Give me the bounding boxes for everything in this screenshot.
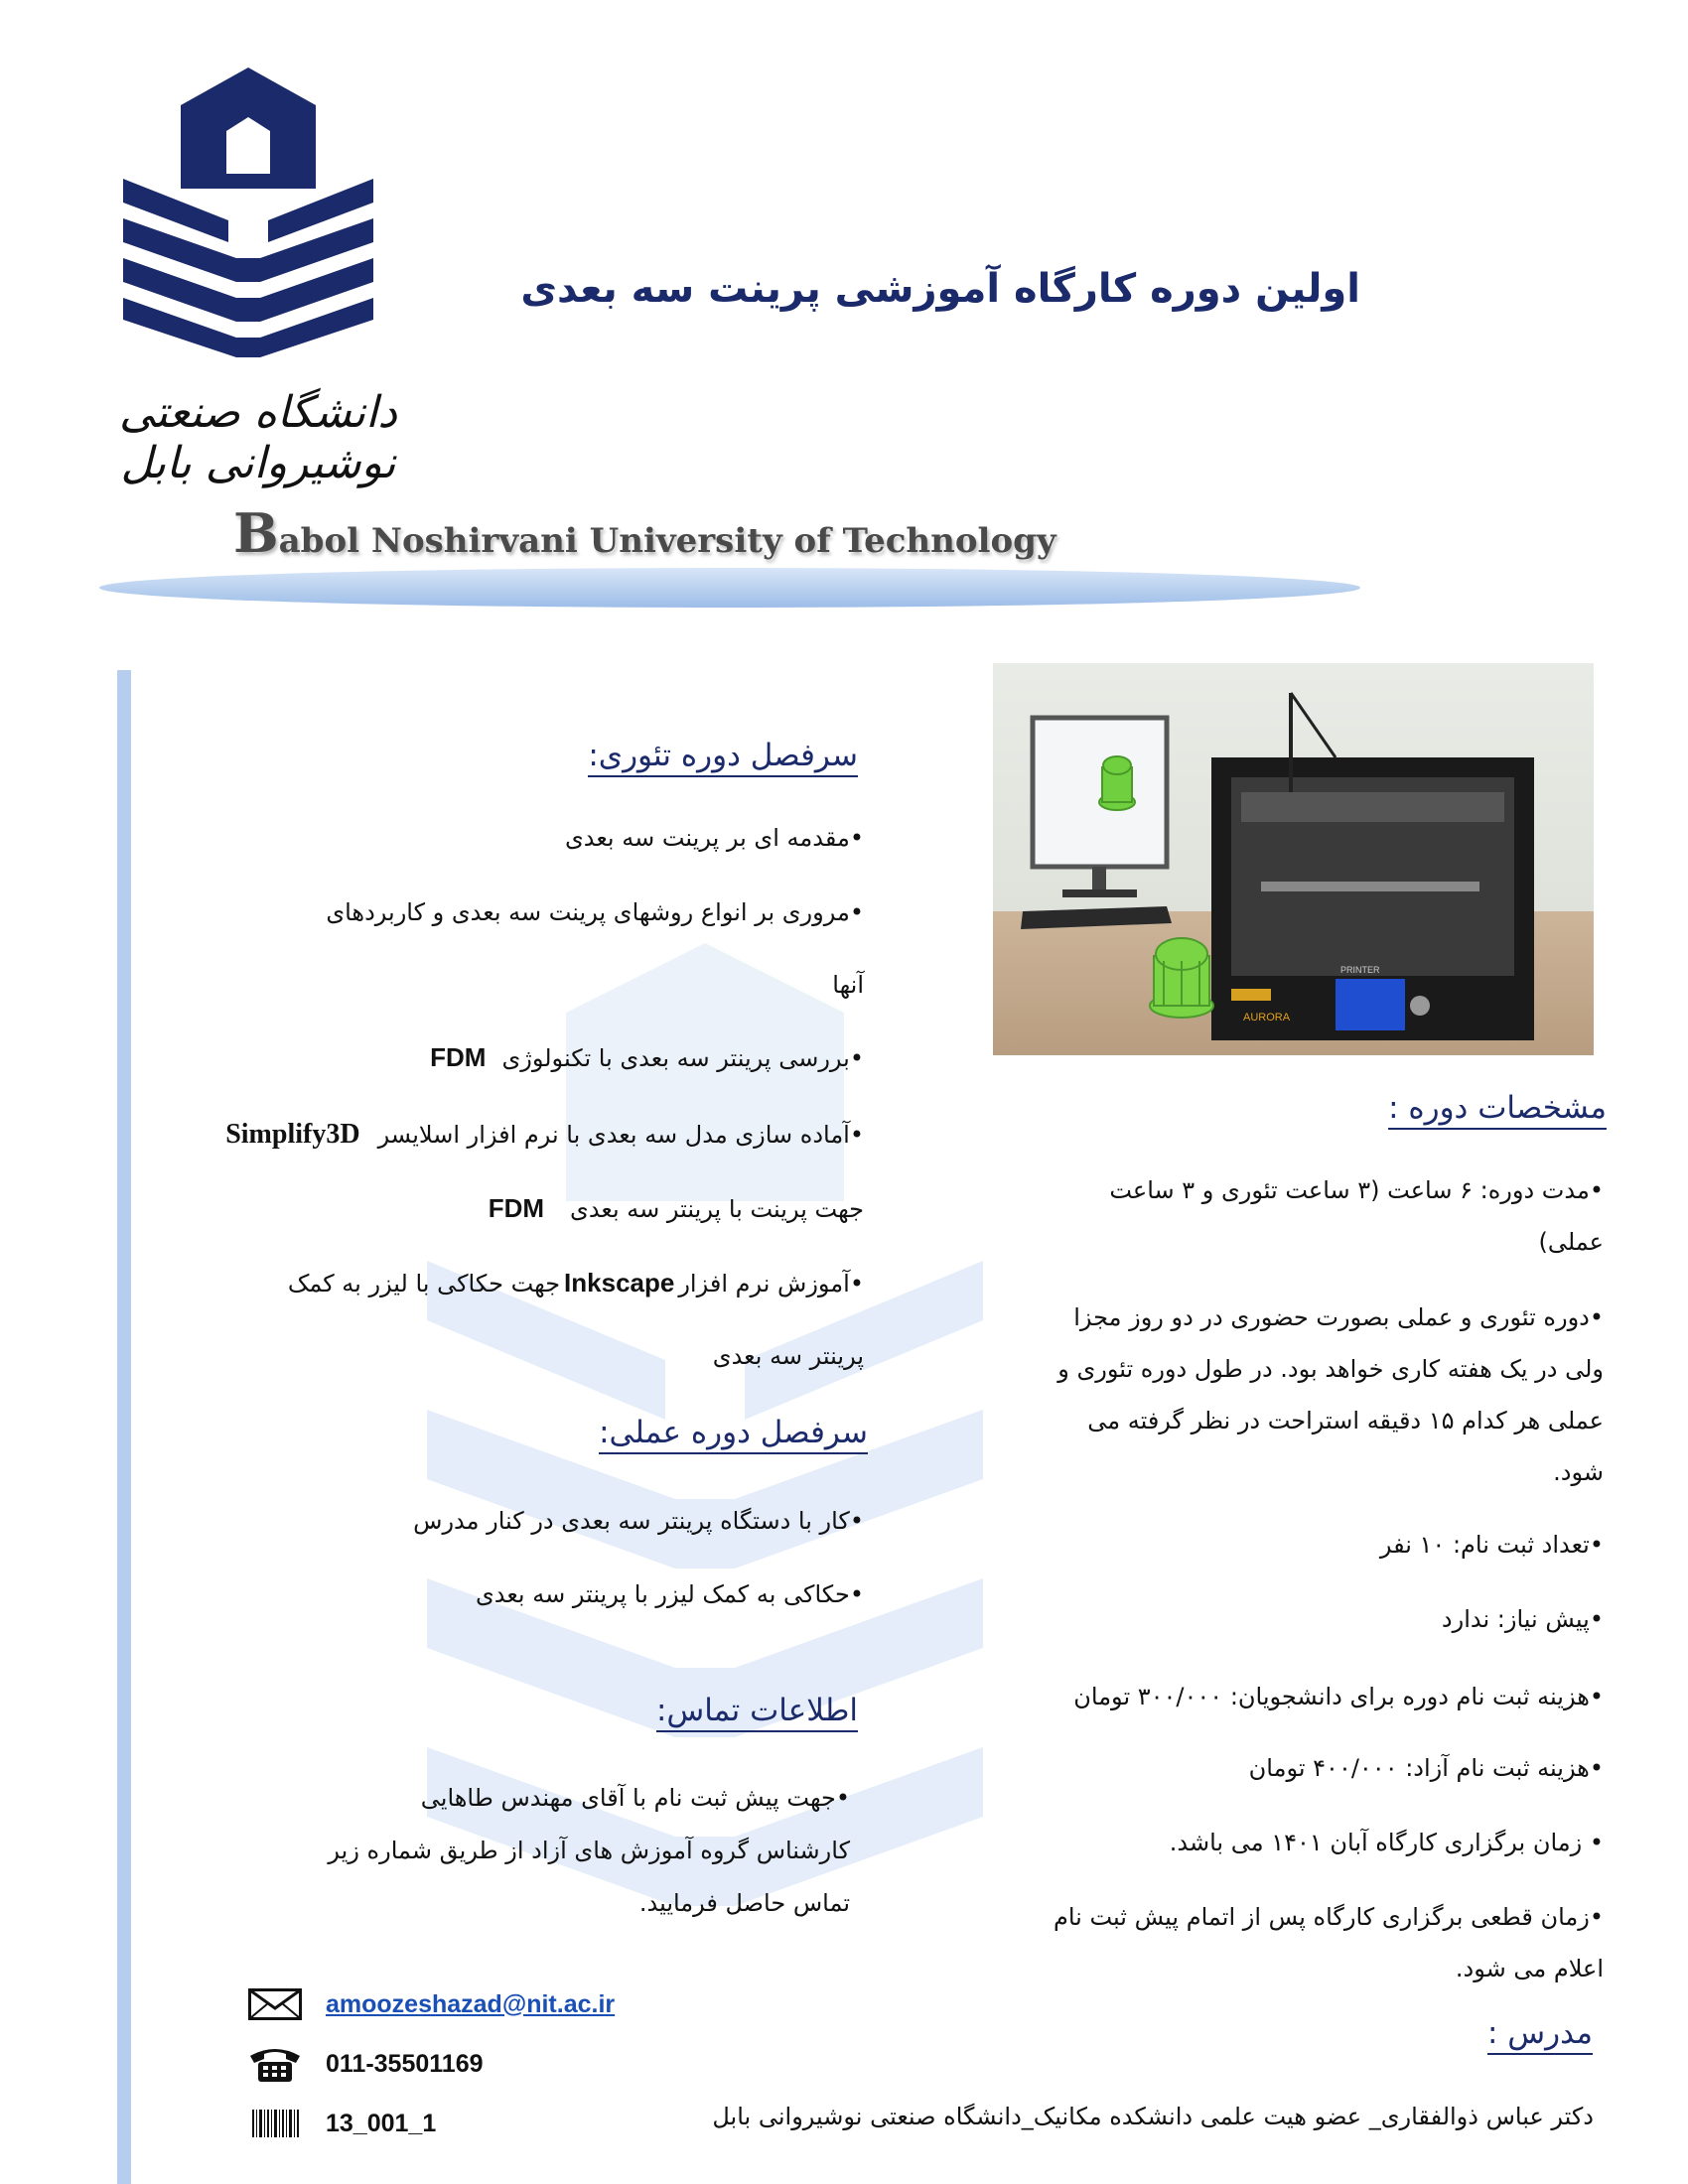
practical-heading: سرفصل دوره عملی: (599, 1415, 868, 1454)
contact-line-2: کارشناس گروه آموزش های آزاد از طریق شماره زیر (328, 1837, 850, 1864)
specs-line-2: عملی) (1538, 1228, 1604, 1256)
contact-details (246, 1985, 743, 2164)
logo-text: دانشگاه صنعتی نوشیروانی بابل (119, 387, 397, 488)
document-code: 13_001_1 (326, 2109, 437, 2137)
specs-line-13: اعلام می شود. (1455, 1955, 1604, 1982)
theory-line-7 (288, 1268, 864, 1298)
printer-photo (993, 663, 1594, 1055)
printer-brand-label: AURORA (1243, 1012, 1291, 1024)
contact-line-1: •جهت پیش ثبت نام با آقای مهندس طاهایی (420, 1784, 850, 1812)
theory-line-1: •مقدمه ای بر پرینت سه بعدی (564, 824, 864, 852)
theory-heading: سرفصل دوره تئوری: (588, 738, 858, 777)
theory-line-5 (225, 1119, 864, 1151)
instructor-heading: مدرس : (1487, 2015, 1593, 2055)
printer-screen-label: PRINTER (1340, 965, 1380, 975)
theory-line-4-text: •بررسی پرینتر سه بعدی با تکنولوژی (501, 1044, 864, 1072)
theory-line-7-text-b: جهت حکاکی با لیزر به کمک (287, 1270, 561, 1297)
theory-line-8: پرینتر سه بعدی (712, 1342, 864, 1370)
specs-line-8: •پیش نیاز: ندارد (1441, 1605, 1604, 1633)
theory-line-4 (430, 1042, 864, 1073)
instructor-name: دکتر عباس ذوالفقاری_ عضو هیت علمی دانشکده مکانیک_دانشگاه صنعتی نوشیروانی بابل (712, 2103, 1594, 2130)
specs-line-12: •زمان قطعی برگزاری کارگاه پس از اتمام پیش ثبت نام (1053, 1903, 1604, 1931)
university-logo-icon (119, 60, 377, 357)
theory-line-6 (489, 1193, 864, 1224)
email-link[interactable]: amoozeshazad@nit.ac.ir (326, 1989, 616, 2018)
theory-line-6-text: جهت پرینت با پرینتر سه بعدی (570, 1195, 864, 1223)
theory-line-5-text: •آماده سازی مدل سه بعدی با نرم افزار اسلایسر (377, 1121, 864, 1149)
theory-line-3: آنها (832, 971, 864, 999)
specs-heading: مشخصات دوره : (1388, 1090, 1607, 1130)
contact-heading: اطلاعات تماس: (656, 1693, 858, 1732)
theory-line-7-text-a: •آموزش نرم افزار (678, 1270, 864, 1297)
specs-line-4: ولی در یک هفته کاری خواهد بود. در طول دوره تئوری و (1057, 1355, 1604, 1383)
contact-line-3: تماس حاصل فرمایید. (638, 1889, 850, 1917)
practical-line-1: •کار با دستگاه پرینتر سه بعدی در کنار مدرس (413, 1507, 864, 1535)
specs-line-3: •دوره تئوری و عملی بصورت حضوری در دو روز مجزا (1073, 1303, 1604, 1331)
phone-number[interactable]: 011-35501169 (326, 2049, 484, 2078)
header-divider-ellipse (99, 568, 1360, 608)
theory-line-2: •مروری بر انواع روشهای پرینت سه بعدی و کاربردهای (326, 898, 864, 926)
left-accent-bar (117, 670, 131, 2184)
practical-line-2: •حکاکی به کمک لیزر با پرینتر سه بعدی (475, 1580, 864, 1608)
university-name-initial: B (233, 501, 279, 565)
page-title: اولین دوره کارگاه آموزشی پرینت سه بعدی (520, 266, 1360, 312)
specs-line-9: •هزینه ثبت نام دوره برای دانشجویان: ۳۰۰/۰۰۰ تومان (1073, 1683, 1604, 1710)
simplify3d-label: Simplify3D (225, 1119, 360, 1150)
inkscape-label: Inkscape (564, 1268, 675, 1297)
phone-row (246, 2045, 484, 2083)
university-name-rest: abol Noshirvani University of Technology (278, 521, 1056, 561)
specs-line-1: •مدت دوره: ۶ ساعت (۳ ساعت تئوری و ۳ ساعت (1109, 1176, 1604, 1204)
barcode-icon (246, 2105, 304, 2142)
email-row (246, 1985, 615, 2023)
code-row (246, 2105, 436, 2142)
envelope-icon (246, 1985, 304, 2023)
specs-line-11: • زمان برگزاری کارگاه آبان ۱۴۰۱ می باشد. (1169, 1829, 1604, 1856)
university-name-en (233, 501, 1056, 565)
specs-line-10: •هزینه ثبت نام آزاد: ۴۰۰/۰۰۰ تومان (1248, 1754, 1604, 1782)
specs-line-5: عملی هر کدام ۱۵ دقیقه استراحت در نظر گرفته می (1087, 1407, 1604, 1434)
fdm-label-2: FDM (488, 1193, 545, 1223)
telephone-icon (246, 2045, 304, 2083)
fdm-label-1: FDM (430, 1042, 487, 1072)
specs-line-7: •تعداد ثبت نام: ۱۰ نفر (1379, 1531, 1604, 1559)
specs-line-6: شود. (1553, 1458, 1604, 1486)
